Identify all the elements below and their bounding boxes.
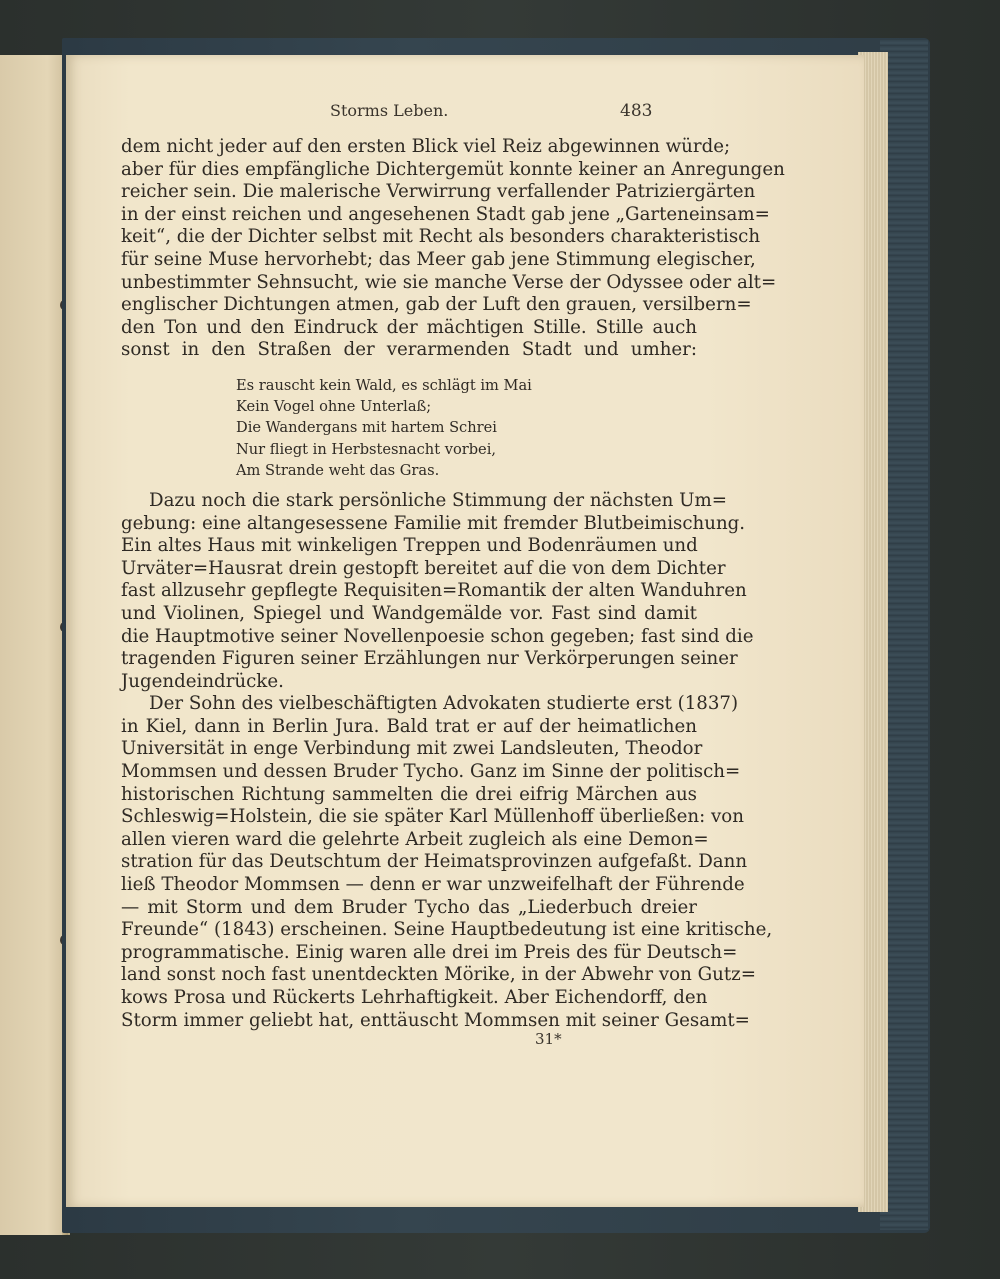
page-number: 483 — [620, 101, 653, 121]
verse-line: Am Strande weht das Gras. — [236, 461, 440, 479]
text-line: — mit Storm und dem Bruder Tycho das „Liederbuch dreier — [121, 896, 697, 918]
verse-line: Die Wandergans mit hartem Schrei — [236, 419, 497, 437]
text-line: gebung: eine altangesessene Familie mit fremder Blutbeimischung. — [121, 512, 746, 534]
text-line: fast allzusehr gepflegte Requisiten=Romantik der alten Wanduhren — [121, 580, 747, 602]
running-head — [0, 101, 1000, 123]
text-line: in Kiel, dann in Berlin Jura. Bald trat er auf der heimatlichen — [121, 715, 697, 737]
verse-block — [236, 375, 596, 481]
text-line: programmatische. Einig waren alle drei im Preis des für Deutsch= — [121, 941, 738, 963]
text-line: allen vieren ward die gelehrte Arbeit zugleich als eine Demon= — [121, 828, 709, 850]
text-line: Storm immer geliebt hat, enttäuscht Mommsen mit seiner Gesamt= — [121, 1009, 750, 1031]
text-line: keit“, die der Dichter selbst mit Recht als besonders charakteristisch — [121, 226, 761, 248]
text-line: sonst in den Straßen der verarmenden Stadt und umher: — [121, 339, 697, 361]
text-line: tragenden Figuren seiner Erzählungen nur Verkörperungen seiner — [121, 648, 738, 670]
text-line: Urväter=Hausrat drein gestopft bereitet auf die von dem Dichter — [121, 557, 726, 579]
text-line: Universität in enge Verbindung mit zwei Landsleuten, Theodor — [121, 738, 703, 760]
text-line: Ein altes Haus mit winkeligen Treppen und Bodenräumen und — [121, 535, 698, 557]
paragraph-1 — [121, 136, 785, 362]
paragraph-3 — [121, 693, 773, 1032]
text-line: Freunde“ (1843) erscheinen. Seine Hauptbedeutung ist eine kritische, — [121, 919, 773, 941]
text-line: aber für dies empfängliche Dichtergemüt konnte keiner an Anregungen — [121, 158, 785, 180]
text-line: Mommsen und dessen Bruder Tycho. Ganz im Sinne der politisch= — [121, 761, 741, 783]
text-line: Schleswig=Holstein, die sie später Karl Müllenhoff überließen: von — [121, 806, 744, 828]
text-line: in der einst reichen und angesehenen Stadt gab jene „Garteneinsam= — [121, 203, 770, 225]
left-facing-page — [0, 55, 70, 1235]
text-line: und Violinen, Spiegel und Wandgemälde vor. Fast sind damit — [121, 602, 697, 624]
text-line: land sonst noch fast unentdeckten Mörike, in der Abwehr von Gutz= — [121, 964, 756, 986]
text-line: dem nicht jeder auf den ersten Blick viel Reiz abgewinnen würde; — [121, 136, 731, 157]
verse-line: Nur fliegt in Herbstesnacht vorbei, — [236, 440, 497, 458]
text-line: unbestimmter Sehnsucht, wie sie manche Verse der Odyssee oder alt= — [121, 271, 777, 293]
printer-signature: 31* — [535, 1030, 562, 1048]
verse-line: Kein Vogel ohne Unterlaß; — [236, 398, 432, 416]
body-text — [121, 136, 785, 1032]
text-line: die Hauptmotive seiner Novellenpoesie schon gegeben; fast sind die — [121, 625, 754, 647]
text-line: Der Sohn des vielbeschäftigten Advokaten studierte erst (1837) — [149, 693, 739, 715]
text-line: stration für das Deutschtum der Heimatsprovinzen aufgefaßt. Dann — [121, 851, 748, 873]
text-line: historischen Richtung sammelten die drei eifrig Märchen aus — [121, 783, 697, 805]
text-line: Dazu noch die stark persönliche Stimmung der nächsten Um= — [149, 489, 727, 511]
verse-line: Es rauscht kein Wald, es schlägt im Mai — [236, 377, 532, 394]
text-line: für seine Muse hervorhebt; das Meer gab jene Stimmung elegischer, — [121, 248, 756, 270]
text-line: englischer Dichtungen atmen, gab der Luft den grauen, versilbern= — [121, 294, 752, 316]
text-line: kows Prosa und Rückerts Lehrhaftigkeit. Aber Eichendorff, den — [121, 987, 708, 1008]
paragraph-2 — [121, 489, 754, 693]
running-title: Storms Leben. — [330, 101, 449, 120]
text-line: Jugendeindrücke. — [121, 670, 284, 692]
text-line: den Ton und den Eindruck der mächtigen Stille. Stille auch — [121, 316, 697, 338]
text-line: reicher sein. Die malerische Verwirrung verfallender Patriziergärten — [121, 181, 756, 203]
text-line: ließ Theodor Mommsen — denn er war unzweifelhaft der Führende — [121, 874, 745, 896]
